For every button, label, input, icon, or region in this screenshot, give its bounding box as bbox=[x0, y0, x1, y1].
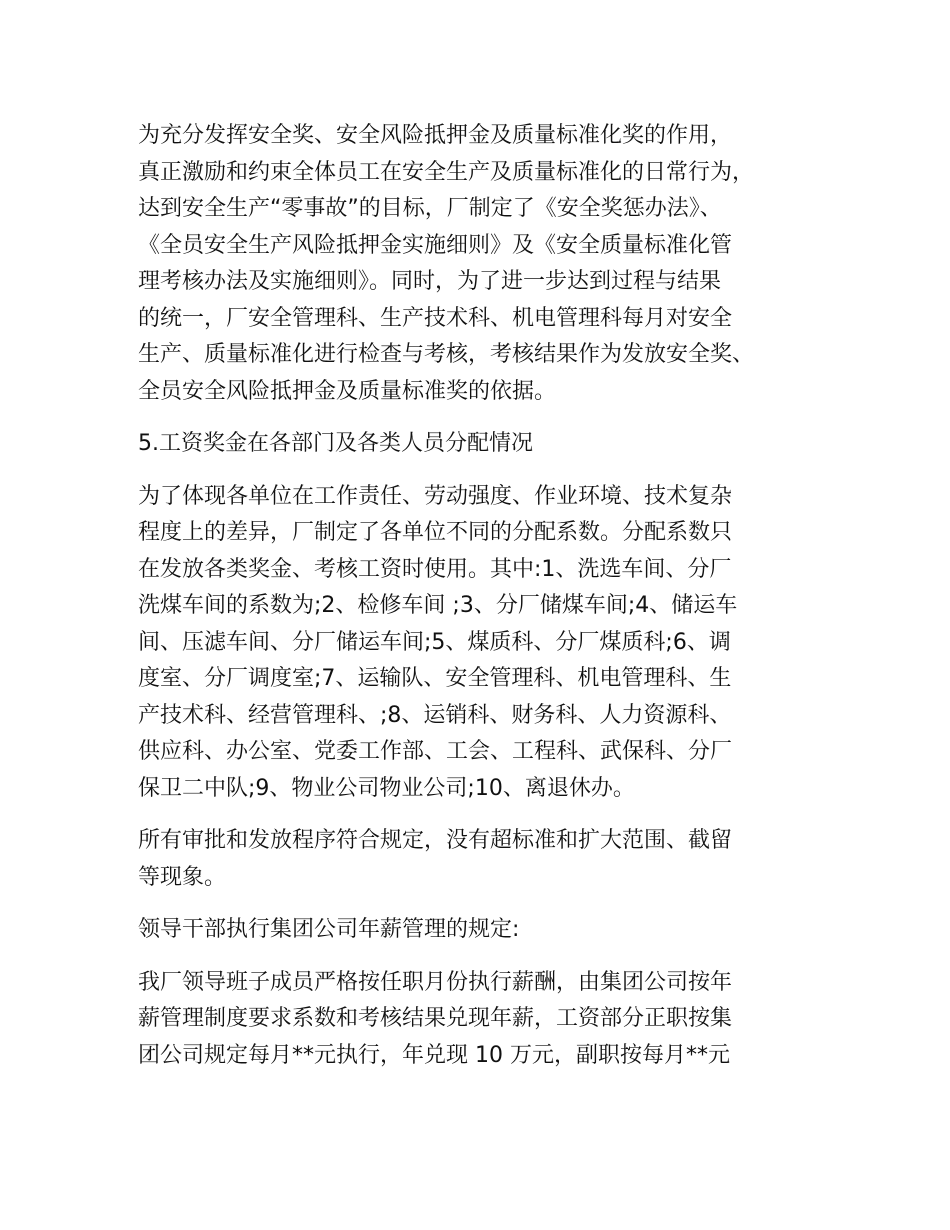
text-line: 达到安全生产“零事故”的目标，厂制定了《安全奖惩办法》、 bbox=[138, 196, 722, 221]
text-line: 《全员安全生产风险抵押金实施细则》及《安全质量标准化管 bbox=[138, 232, 733, 258]
text-line: 为了体现各单位在工作责任、劳动强度、作业环境、技术复杂 bbox=[138, 483, 733, 509]
text-line: 洗煤车间的系数为;2、检修车间 ;3、分厂储煤车间;4、储运车 bbox=[138, 593, 738, 618]
paragraph-safety-rewards bbox=[138, 118, 818, 410]
text-line: 为充分发挥安全奖、安全风险抵押金及质量标准化奖的作用， bbox=[138, 123, 733, 148]
section-heading-distribution bbox=[138, 426, 818, 463]
text-line: 薪管理制度要求系数和考核结果兑现年薪，工资部分正职按集 bbox=[138, 1006, 733, 1031]
paragraph-distribution-coefficients bbox=[138, 479, 818, 808]
text-line: 供应科、办公室、党委工作部、工会、工程科、武保科、分厂 bbox=[138, 739, 733, 764]
text-line: 在发放各类奖金、考核工资时使用。其中:1、洗选车间、分厂 bbox=[138, 556, 732, 582]
paragraph-approval-compliance bbox=[138, 823, 818, 896]
heading-line: 5.工资奖金在各部门及各类人员分配情况 bbox=[138, 431, 533, 456]
text-line: 真正激励和约束全体员工在安全生产及质量标准化的日常行为， bbox=[138, 159, 755, 185]
paragraph-leadership-salary bbox=[138, 965, 818, 1075]
text-line: 的统一，厂安全管理科、生产技术科、机电管理科每月对安全 bbox=[138, 305, 733, 331]
text-line: 所有审批和发放程序符合规定，没有超标准和扩大范围、截留 bbox=[138, 828, 733, 853]
text-line: 理考核办法及实施细则》。同时，为了进一步达到过程与结果 bbox=[138, 269, 722, 294]
text-line: 程度上的差异，厂制定了各单位不同的分配系数。分配系数只 bbox=[138, 520, 733, 545]
text-line: 度室、分厂调度室;7、运输队、安全管理科、机电管理科、生 bbox=[138, 666, 732, 691]
text-line: 全员安全风险抵押金及质量标准奖的依据。 bbox=[138, 378, 557, 404]
text-line: 间、压滤车间、分厂储运车间;5、煤质科、分厂煤质科;6、调 bbox=[138, 629, 731, 655]
text-line: 等现象。 bbox=[138, 864, 227, 890]
text-line: 团公司规定每月**元执行，年兑现 10 万元，副职按每月**元 bbox=[138, 1042, 730, 1068]
text-line: 保卫二中队;9、物业公司物业公司;10、离退休办。 bbox=[138, 775, 635, 801]
section-heading-annual-salary bbox=[138, 912, 818, 949]
text-line: 产技术科、经营管理科、;8、运销科、财务科、人力资源科、 bbox=[138, 702, 732, 728]
heading-line: 领导干部执行集团公司年薪管理的规定: bbox=[138, 917, 520, 942]
text-line: 生产、质量标准化进行检查与考核，考核结果作为发放安全奖、 bbox=[138, 342, 755, 367]
text-line: 我厂领导班子成员严格按任职月份执行薪酬，由集团公司按年 bbox=[138, 969, 733, 995]
document-body bbox=[138, 118, 818, 1090]
